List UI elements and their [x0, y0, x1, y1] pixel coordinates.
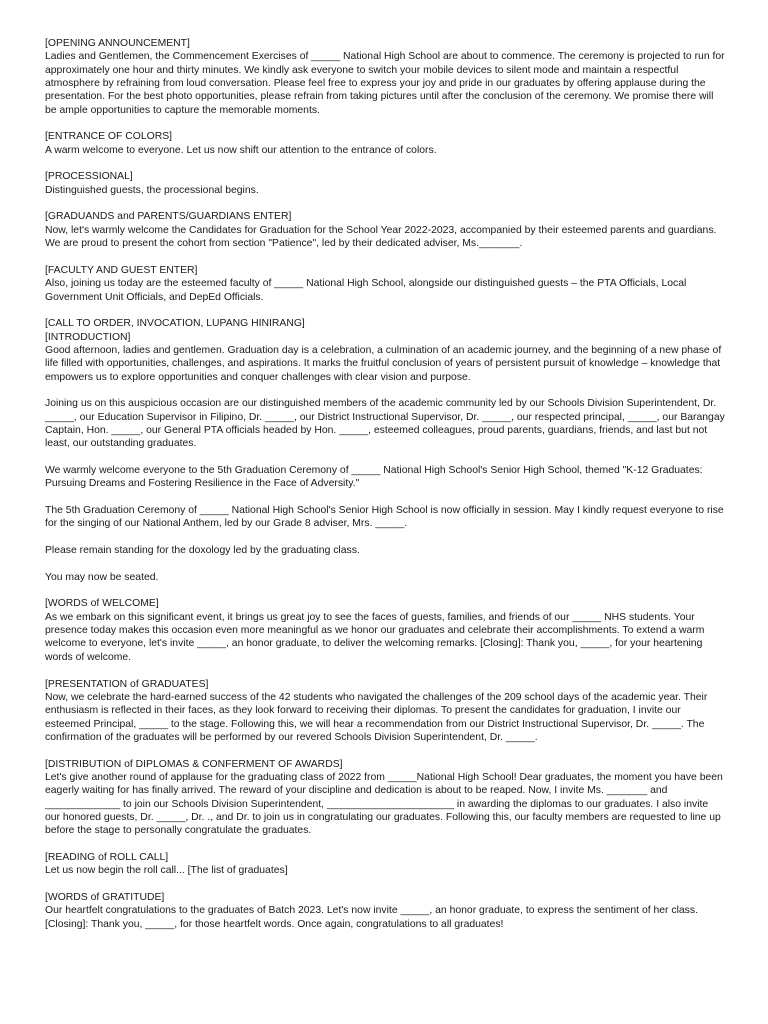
section-paragraph: As we embark on this significant event, it brings us great joy to see the faces of guests, families, and friends of our _____ NHS students. Your presence today makes this occasion even more meaningful as we honor our graduates and celebrate their accomplishments. To extend a warm welcome to everyone, let's invite _____, an honor graduate, to deliver the welcoming remarks. [Closing]: Thank you, _____, for your heartening words of welcome. [45, 611, 705, 663]
section-paragraph: Also, joining us today are the esteemed faculty of _____ National High School, alongside our distinguished guests – the PTA Officials, Local Government Unit Officials, and DepEd Officials. [45, 278, 687, 303]
section-graduands-enter [45, 210, 725, 250]
section-heading: [OPENING ANNOUNCEMENT] [45, 38, 190, 49]
section-reading-of-roll-call [45, 851, 725, 878]
section-heading: [PRESENTATION of GRADUATES] [45, 678, 209, 690]
section-paragraph: Please remain standing for the doxology led by the graduating class. [45, 545, 360, 557]
section-paragraph: Our heartfelt congratulations to the graduates of Batch 2023. Let's now invite _____, an honor graduate, to express the sentiment of her class. [Closing]: Thank you, _____, for those heartfelt words. Once again, congratulations to all graduates! [45, 905, 698, 930]
section-heading: [PROCESSIONAL] [45, 171, 133, 183]
section-heading: [GRADUANDS and PARENTS/GUARDIANS ENTER] [45, 211, 292, 223]
section-words-of-welcome [45, 597, 725, 664]
section-paragraph: We warmly welcome everyone to the 5th Graduation Ceremony of _____ National High School's Senior High School, themed "K-12 Graduates: Pursuing Dreams and Fostering Resilience in the Face of Adversity." [45, 465, 703, 490]
section-paragraph: Now, we celebrate the hard-earned success of the 42 students who navigated the challenges of the 209 school days of the academic year. Their enthusiasm is reflected in their faces, as they look forward to receiving their diplomas. To present the candidates for graduation, I invite our esteemed Principal, _____ to the stage. Following this, we will hear a recommendation from our District Instructional Supervisor, Dr. _____. The confirmation of the graduates will be performed by our revered Schools Division Superintendent, Dr. _____. [45, 691, 708, 743]
section-paragraph: Now, let's warmly welcome the Candidates for Graduation for the School Year 2022-2023, accompanied by their esteemed parents and guardians. We are proud to present the cohort from section "Patience", led by their dedicated adviser, Ms._______. [45, 224, 717, 250]
section-paragraph: The 5th Graduation Ceremony of _____ National High School's Senior High School is now officially in session. May I kindly request everyone to rise for the singing of our National Anthem, led by our Grade 8 adviser, Mrs. _____. [45, 505, 724, 530]
section-entrance-of-colors [45, 130, 725, 157]
section-heading: [WORDS of GRATITUDE] [45, 892, 165, 903]
section-paragraph: You may now be seated. [45, 571, 159, 583]
section-heading: [WORDS of WELCOME] [45, 598, 159, 610]
section-paragraph: A warm welcome to everyone. Let us now shift our attention to the entrance of colors. [45, 144, 437, 156]
section-paragraph: Let us now begin the roll call... [The list of graduates] [45, 865, 288, 877]
section-heading: [FACULTY AND GUEST ENTER] [45, 264, 198, 276]
section-heading: [READING of ROLL CALL] [45, 851, 169, 863]
section-opening-announcement [45, 37, 725, 117]
section-paragraph: Joining us on this auspicious occasion are our distinguished members of the academic community led by our Schools Division Superintendent, Dr. _____, our Education Supervisor in Filipino, Dr. _____, our District Instructional Supervisor, Dr. _____, our respected principal, _____, our Barangay Captain, Hon. _____, our General PTA officials headed by Hon. _____, esteemed colleagues, proud parents, guardians, friends, and last but not least, our outstanding graduates. [45, 398, 725, 450]
section-paragraph: Good afternoon, ladies and gentlemen. Graduation day is a celebration, a culmination of an academic journey, and the beginning of a new phase of life filled with opportunities, challenges, and aspirations. It marks the fruitful conclusion of years of persistent pursuit of knowledge – knowledge that empowers us to explore opportunities and conquer challenges with clear vision and purpose. [45, 344, 722, 383]
document-page [45, 37, 725, 944]
section-presentation-of-graduates [45, 678, 725, 745]
section-paragraph: Distinguished guests, the processional begins. [45, 184, 259, 196]
section-words-of-gratitude [45, 891, 725, 931]
section-introduction [45, 317, 725, 584]
section-paragraph: Let's give another round of applause for the graduating class of 2022 from _____National High School! Dear graduates, the moment you have been eagerly waiting for has finally arrived. The reward of your discipline and dedication is about to be reaped. Now, I invite Ms. _______ and _____________ to join our Schools Division Superintendent, ______________________ in awarding the diplomas to our graduates. I also invite our honored guests, Dr. _____, Dr. ., and Dr. to join us in congratulating our graduates. Following this, our faculty members are requested to line up before the stage to personally congratulate the graduates. [45, 771, 723, 837]
section-heading: [ENTRANCE OF COLORS] [45, 131, 173, 143]
section-heading: [CALL TO ORDER, INVOCATION, LUPANG HINIRANG] [INTRODUCTION] [45, 318, 305, 343]
section-processional [45, 170, 725, 197]
section-distribution-of-diplomas [45, 758, 725, 838]
section-faculty-guest-enter [45, 264, 725, 304]
section-heading: [DISTRIBUTION of DIPLOMAS & CONFERMENT OF AWARDS] [45, 758, 343, 770]
section-paragraph: Ladies and Gentlemen, the Commencement Exercises of _____ National High School are about to commence. The ceremony is projected to run for approximately one hour and thirty minutes. We kindly ask everyone to switch your mobile devices to silent mode and maintain a respectful atmosphere by refraining from loud conversation. Please feel free to express your joy and pride in our graduates by offering applause during the presentation. For the best photo opportunities, please refrain from taking pictures until after the conclusion of the ceremony. We promise there will be ample opportunities to capture the memorable moments. [45, 51, 725, 116]
